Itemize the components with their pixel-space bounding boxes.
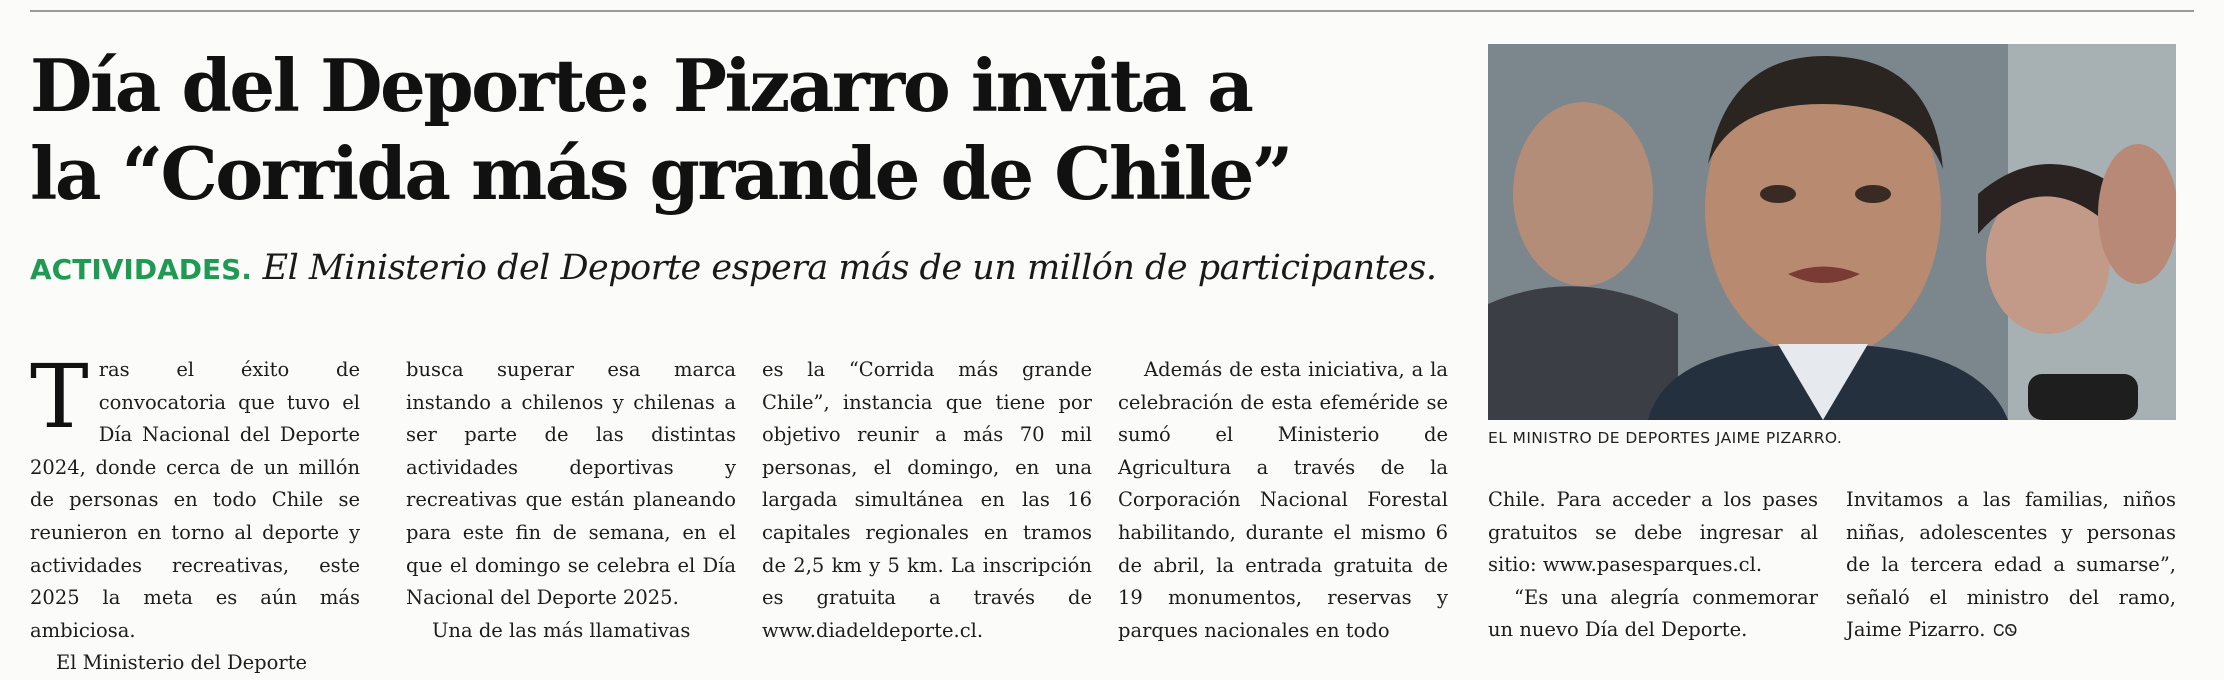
article-column-3: [762, 354, 1092, 647]
column-3-paragraph-1: es la “Corrida más grande Chile”, instancia que tiene por objetivo reunir a más 70 mil personas, el domingo, en una largada simultánea en las 16 capitales regionales en tramos de 2,5 km y 5 km. La inscripción es gratuita a través de www.diadeldeporte.cl.: [762, 358, 1092, 642]
deck: [30, 246, 1480, 292]
top-rule: [30, 10, 2194, 12]
article-column-5: [1488, 484, 1818, 647]
column-1-paragraph-2: El Ministerio del Deporte: [56, 651, 308, 675]
headline-line-2: la “Corrida más grande de Chile”: [30, 131, 1291, 216]
article-column-1: [30, 345, 360, 680]
photo-illustration: [1488, 44, 2176, 420]
column-2-paragraph-1: busca superar esa marca instando a chilenos y chilenas a ser parte de las distintas actividades deportivas y recreativas que están planeando para este fin de semana, en el que el domingo se celebra el Día Nacional del Deporte 2025.: [406, 358, 736, 610]
column-1-paragraph-1: ras el éxito de convocatoria que tuvo el Día Nacional del Deporte 2024, donde cerca de un millón de personas en todo Chile se reunieron en torno al deporte y actividades recreativas, este 2025 la meta es aún más ambiciosa.: [30, 358, 360, 642]
article-column-6: [1846, 484, 2176, 648]
article-column-2: [406, 354, 736, 647]
kicker: ACTIVIDADES.: [30, 253, 252, 286]
drop-cap: T: [30, 345, 89, 448]
headline-line-1: Día del Deporte: Pizarro invita a: [30, 43, 1252, 128]
article-column-4: [1118, 354, 1448, 647]
column-2-paragraph-2: Una de las más llamativas: [432, 618, 691, 642]
headline: [30, 42, 1470, 218]
photo-caption: EL MINISTRO DE DEPORTES JAIME PIZARRO.: [1488, 429, 1843, 447]
column-6-text: Invitamos a las familias, niños niñas, adolescentes y personas de la tercera edad a sumarse”, señaló el ministro del ramo, Jaime Pizarro.: [1846, 488, 2176, 642]
end-mark: ᏟᏫ: [1993, 621, 2018, 641]
column-6-paragraph-1: [1846, 484, 2176, 648]
photo-minister: [1488, 44, 2176, 420]
column-5-paragraph-1: Chile. Para acceder a los pases gratuitos se debe ingresar al sitio: www.pasesparques.cl.: [1488, 488, 1818, 577]
column-5-paragraph-2: “Es una alegría conmemorar un nuevo Día del Deporte.: [1488, 585, 1818, 642]
column-4-paragraph-1: Además de esta iniciativa, a la celebración de esta efeméride se sumó el Ministerio de Agricultura a través de la Corporación Nacional Forestal habilitando, durante el mismo 6 de abril, la entrada gratuita de 19 monumentos, reservas y parques nacionales en todo: [1118, 358, 1448, 642]
deck-text: El Ministerio del Deporte espera más de un millón de participantes.: [262, 248, 1437, 288]
